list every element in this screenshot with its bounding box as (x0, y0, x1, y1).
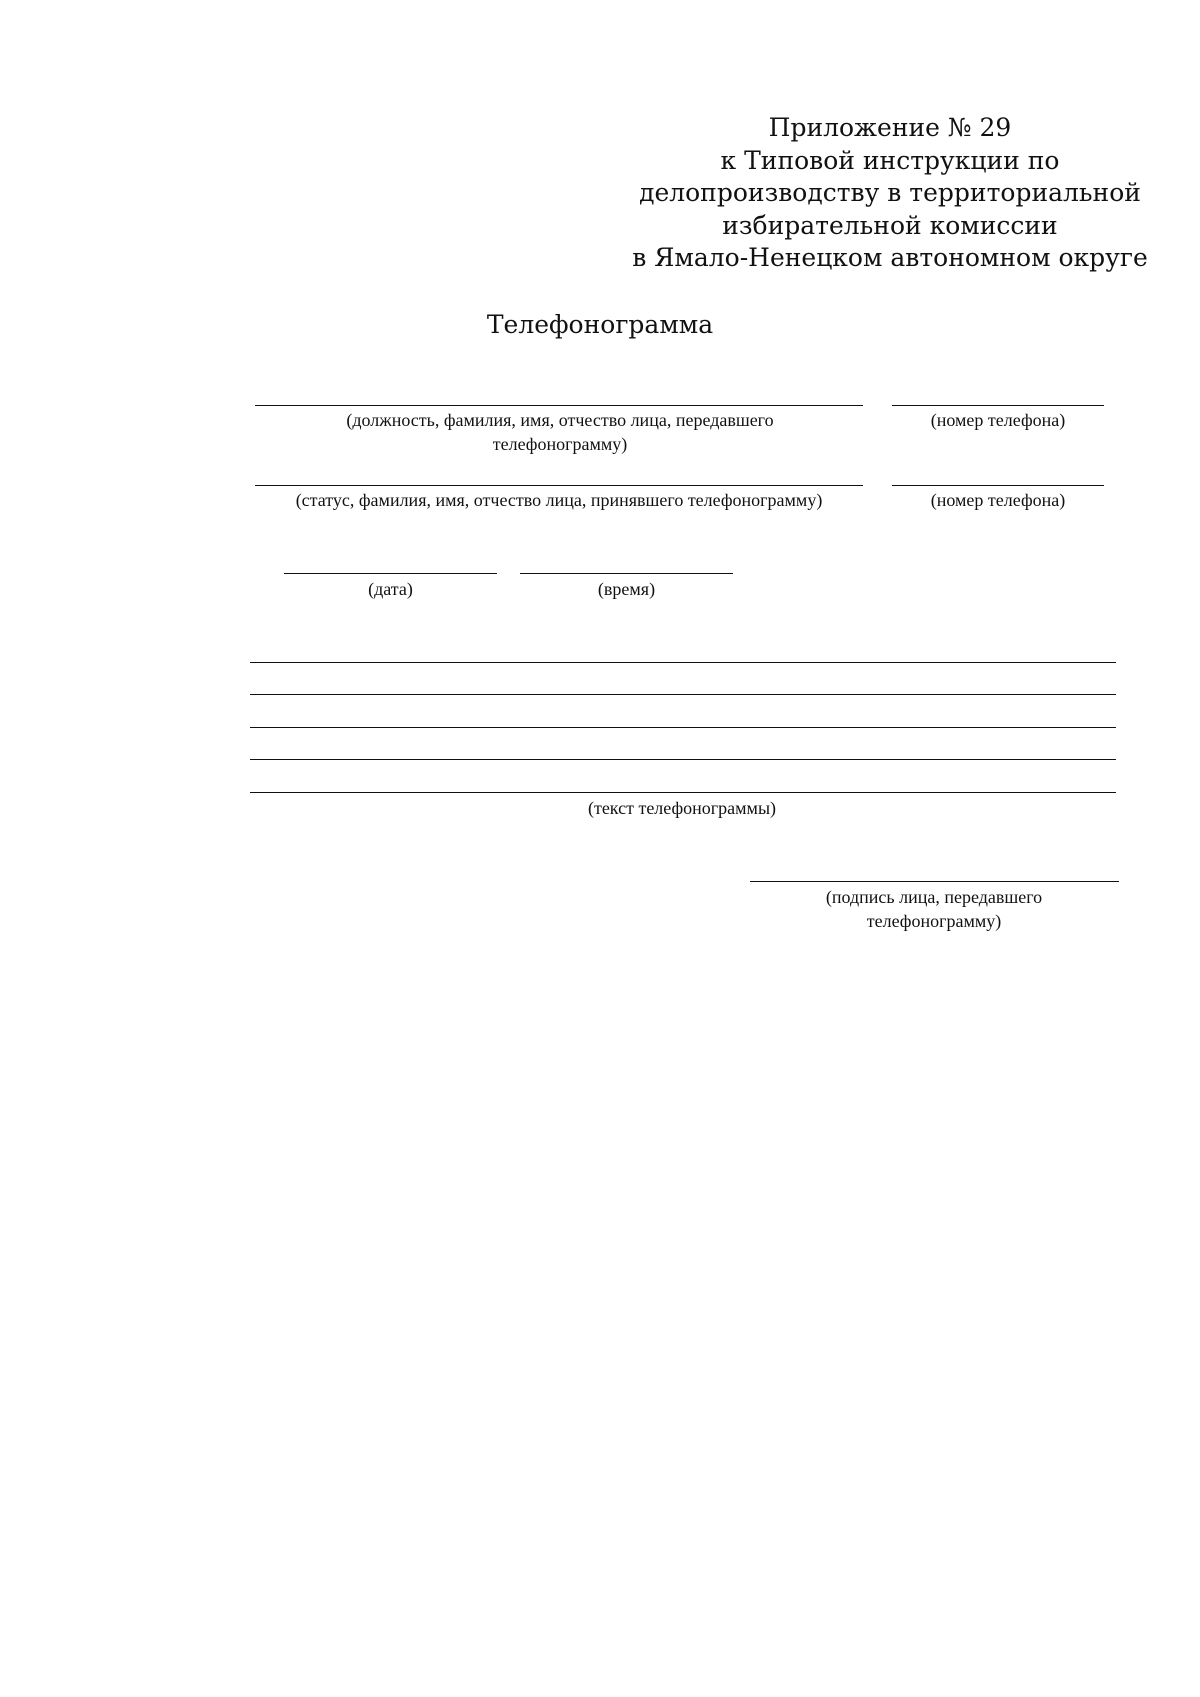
sender-phone-line (892, 405, 1104, 406)
text-line-1 (250, 662, 1116, 663)
appendix-header (620, 112, 1160, 275)
receiver-name-line (255, 485, 863, 486)
appendix-line-4: избирательной комиссии (722, 210, 1058, 240)
time-caption: (время) (597, 579, 656, 599)
time-line (520, 573, 733, 574)
sender-phone-caption: (номер телефона) (930, 410, 1066, 430)
appendix-line-2: к Типовой инструкции по (720, 145, 1060, 175)
date-line (284, 573, 497, 574)
receiver-phone-line (892, 485, 1104, 486)
text-line-3 (250, 727, 1116, 728)
receiver-phone-caption: (номер телефона) (930, 490, 1066, 510)
text-line-5 (250, 792, 1116, 793)
receiver-name-caption: (статус, фамилия, имя, отчество лица, принявшего телефонограмму) (295, 490, 823, 510)
appendix-line-5: в Ямало-Ненецком автономном округе (632, 243, 1148, 272)
appendix-line-1: Приложение № 29 (768, 113, 1012, 142)
text-caption: (текст телефонограммы) (587, 798, 777, 818)
text-line-2 (250, 694, 1116, 695)
document-title: Телефонограмма (486, 310, 714, 339)
text-line-4 (250, 759, 1116, 760)
sender-name-line (255, 405, 863, 406)
sender-name-caption: (должность, фамилия, имя, отчество лица, передавшего телефонограмму) (346, 410, 774, 454)
signature-line (750, 881, 1119, 882)
signature-caption: (подпись лица, передавшего телефонограмму) (825, 887, 1043, 931)
appendix-line-3: делопроизводству в территориальной (639, 178, 1141, 207)
date-caption: (дата) (368, 579, 413, 599)
